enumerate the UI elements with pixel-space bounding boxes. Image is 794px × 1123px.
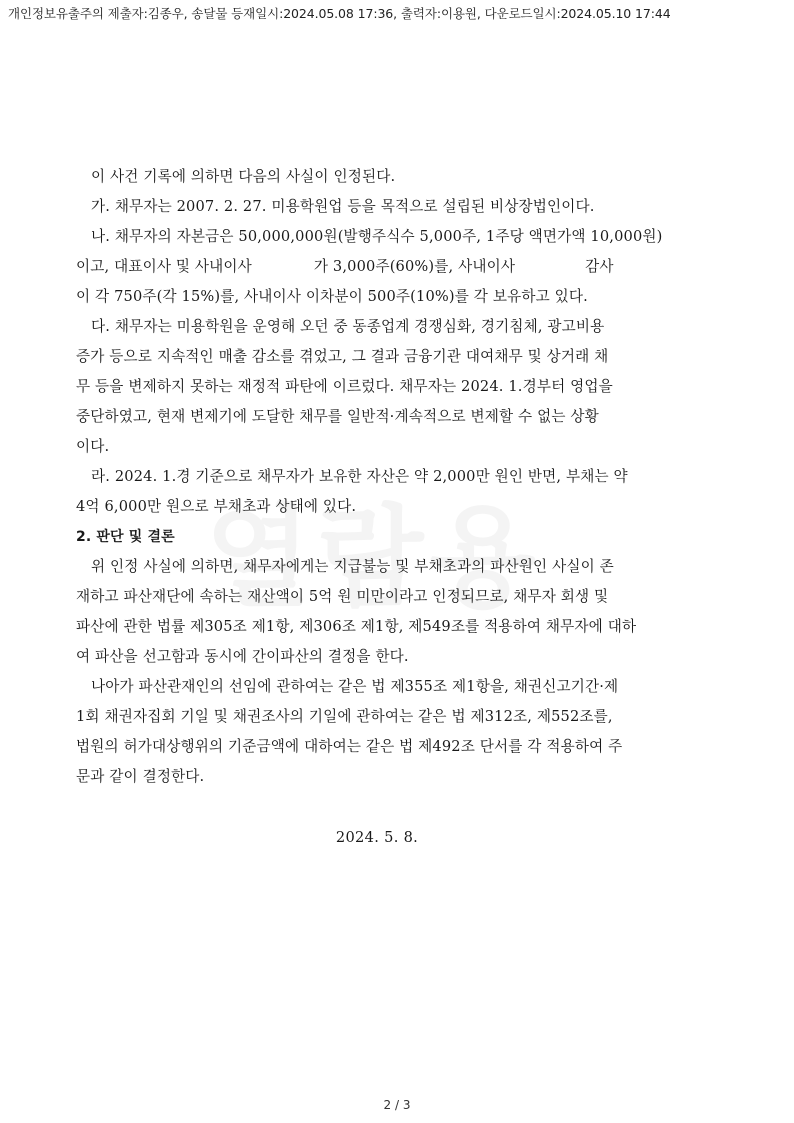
- fact-na-paragraph: [76, 222, 680, 312]
- text-line: 파산에 관한 법률 제305조 제1항, 제306조 제1항, 제549조를 적용하여 채무자에 대하: [76, 618, 637, 635]
- text-line: 재하고 파산재단에 속하는 재산액이 5억 원 미만이라고 인정되므로, 채무자 회생 및: [76, 588, 609, 605]
- text-line: 무 등을 변제하지 못하는 재정적 파탄에 이르렀다. 채무자는 2024. 1.경부터 영업을: [76, 378, 613, 395]
- text-line: 1회 채권자집회 기일 및 채권조사의 기일에 관하여는 같은 법 제312조, 제552조를,: [76, 708, 613, 725]
- intro-paragraph: [76, 162, 680, 192]
- decision-date: 2024. 5. 8.: [335, 829, 419, 846]
- page-number: 2 / 3: [383, 1098, 411, 1112]
- text-line: 이다.: [76, 438, 110, 455]
- text-line: 이 사건 기록에 의하면 다음의 사실이 인정된다.: [91, 168, 396, 185]
- text-line: 가. 채무자는 2007. 2. 27. 미용학원업 등을 목적으로 설립된 비상장법인이다.: [91, 198, 595, 215]
- text-line: 4억 6,000만 원으로 부채초과 상태에 있다.: [76, 498, 357, 515]
- text-line: 나. 채무자의 자본금은 50,000,000원(발행주식수 5,000주, 1주당 액면가액 10,000원): [91, 228, 663, 245]
- text-segment: 이고, 대표이사 및 사내이사: [76, 258, 252, 275]
- text-line: 라. 2024. 1.경 기준으로 채무자가 보유한 자산은 약 2,000만 원인 반면, 부채는 약: [91, 468, 628, 485]
- fact-ga-paragraph: [76, 192, 680, 222]
- judgment-paragraph: [76, 552, 680, 672]
- document-header-notice: 개인정보유출주의 제출자:김종우, 송달물 등재일시:2024.05.08 17:36, 출력자:이용원, 다운로드일시:2024.05.10 17:44: [8, 6, 671, 21]
- text-line: 이 각 750주(각 15%)를, 사내이사 이차분이 500주(10%)를 각 보유하고 있다.: [76, 288, 588, 305]
- text-line: 다. 채무자는 미용학원을 운영해 오던 중 동종업계 경쟁심화, 경기침체, 광고비용: [91, 318, 605, 335]
- text-line: 문과 같이 결정한다.: [76, 768, 205, 785]
- fact-da-paragraph: [76, 312, 680, 462]
- text-segment: 가 3,000주(60%)를, 사내이사: [313, 258, 516, 275]
- text-line: 증가 등으로 지속적인 매출 감소를 겪었고, 그 결과 금융기관 대여채무 및 상거래 채: [76, 348, 609, 365]
- text-line: 중단하였고, 현재 변제기에 도달한 채무를 일반적·계속적으로 변제할 수 없는 상황: [76, 408, 599, 425]
- document-body: [76, 162, 680, 792]
- further-paragraph: [76, 672, 680, 792]
- section-heading: 2. 판단 및 결론: [76, 529, 175, 545]
- text-line: 나아가 파산관재인의 선임에 관하여는 같은 법 제355조 제1항을, 채권신고기간·제: [91, 678, 619, 695]
- text-line: 위 인정 사실에 의하면, 채무자에게는 지급불능 및 부채초과의 파산원인 사실이 존: [91, 558, 614, 575]
- text-line: 법원의 허가대상행위의 기준금액에 대하여는 같은 법 제492조 단서를 각 적용하여 주: [76, 738, 623, 755]
- text-segment: 감사: [585, 258, 614, 275]
- text-line: 여 파산을 선고함과 동시에 간이파산의 결정을 한다.: [76, 648, 409, 665]
- fact-ra-paragraph: [76, 462, 680, 522]
- text-line-with-redactions: [61, 252, 680, 282]
